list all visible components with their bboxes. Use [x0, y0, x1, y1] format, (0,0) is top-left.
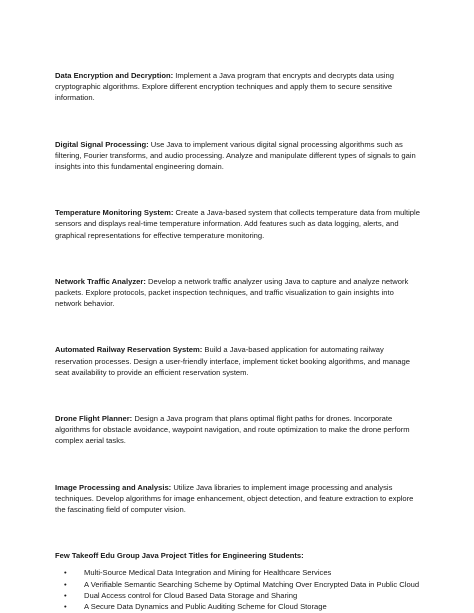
bullet-icon: • [64, 590, 67, 600]
section-term: Data Encryption and Decryption: [55, 71, 174, 80]
list-item-text: Multi-Source Medical Data Integration and Mining for Healthcare Services [84, 568, 332, 578]
section-digital-signal-processing [55, 139, 421, 173]
section-term: Temperature Monitoring System: [55, 208, 174, 218]
list-item-text: Dual Access control for Cloud Based Data Storage and Sharing [84, 590, 298, 600]
section-text: Create a Java-based system that collects temperature data from multiple sensors and displays real-time temperature information. Add features such as data logging, alerts, and graphical representations for effective temperature monitoring. [55, 208, 420, 240]
section-term: Digital Signal Processing: [55, 139, 149, 149]
list-heading: Few Takeoff Edu Group Java Project Titles for Engineering Students: [55, 551, 304, 561]
section-railway-reservation [55, 344, 421, 378]
section-image-processing [55, 482, 421, 516]
list-item [55, 579, 421, 590]
bullet-icon: • [64, 602, 67, 612]
section-term: Drone Flight Planner: [55, 414, 133, 424]
section-text: Design a Java program that plans optimal flight paths for drones. Incorporate algorithms for obstacle avoidance, waypoint navigation, and route optimization to make the drone perform complex aerial tasks. [55, 414, 410, 446]
section-term: Network Traffic Analyzer: [55, 276, 146, 286]
bullet-icon: • [64, 568, 67, 578]
bullet-icon: • [64, 579, 67, 589]
document-page [55, 70, 421, 612]
section-term: Image Processing and Analysis: [55, 482, 172, 492]
section-data-encryption [55, 70, 421, 104]
list-item [55, 567, 421, 578]
section-network-traffic-analyzer [55, 276, 421, 310]
list-item [55, 590, 421, 601]
section-term: Automated Railway Reservation System: [55, 345, 203, 355]
list-item-text: A Secure Data Dynamics and Public Auditing Scheme for Cloud Storage [84, 602, 327, 612]
list-item-text: A Verifiable Semantic Searching Scheme by Optimal Matching Over Encrypted Data in Public Cloud [84, 579, 420, 589]
list-item [55, 601, 421, 612]
section-text: Implement a Java program that encrypts and decrypts data using cryptographic algorithms. Explore different encryption techniques and apply them to secure sensitive information. [55, 71, 394, 103]
section-drone-flight-planner [55, 413, 421, 447]
section-text: Build a Java-based application for automating railway reservation processes. Design a user-friendly interface, implement ticket booking algorithms, and manage seat availability to provide an efficient reservation system. [55, 345, 410, 377]
section-temperature-monitoring [55, 207, 421, 241]
section-text: Use Java to implement various digital signal processing algorithms such as filtering, Fourier transforms, and audio processing. Analyze and manipulate different types of signals to gain insights into this fundamental engineering domain. [55, 139, 416, 172]
section-text: Utilize Java libraries to implement image processing and analysis techniques. Develop algorithms for image enhancement, object detection, and feature extraction to explore the fascinating field of computer vision. [55, 482, 414, 515]
project-titles-list [55, 567, 421, 612]
section-text: Develop a network traffic analyzer using Java to capture and analyze network packets. Explore protocols, packet inspection techniques, and traffic visualization to gain insights into network behavior. [55, 276, 409, 309]
